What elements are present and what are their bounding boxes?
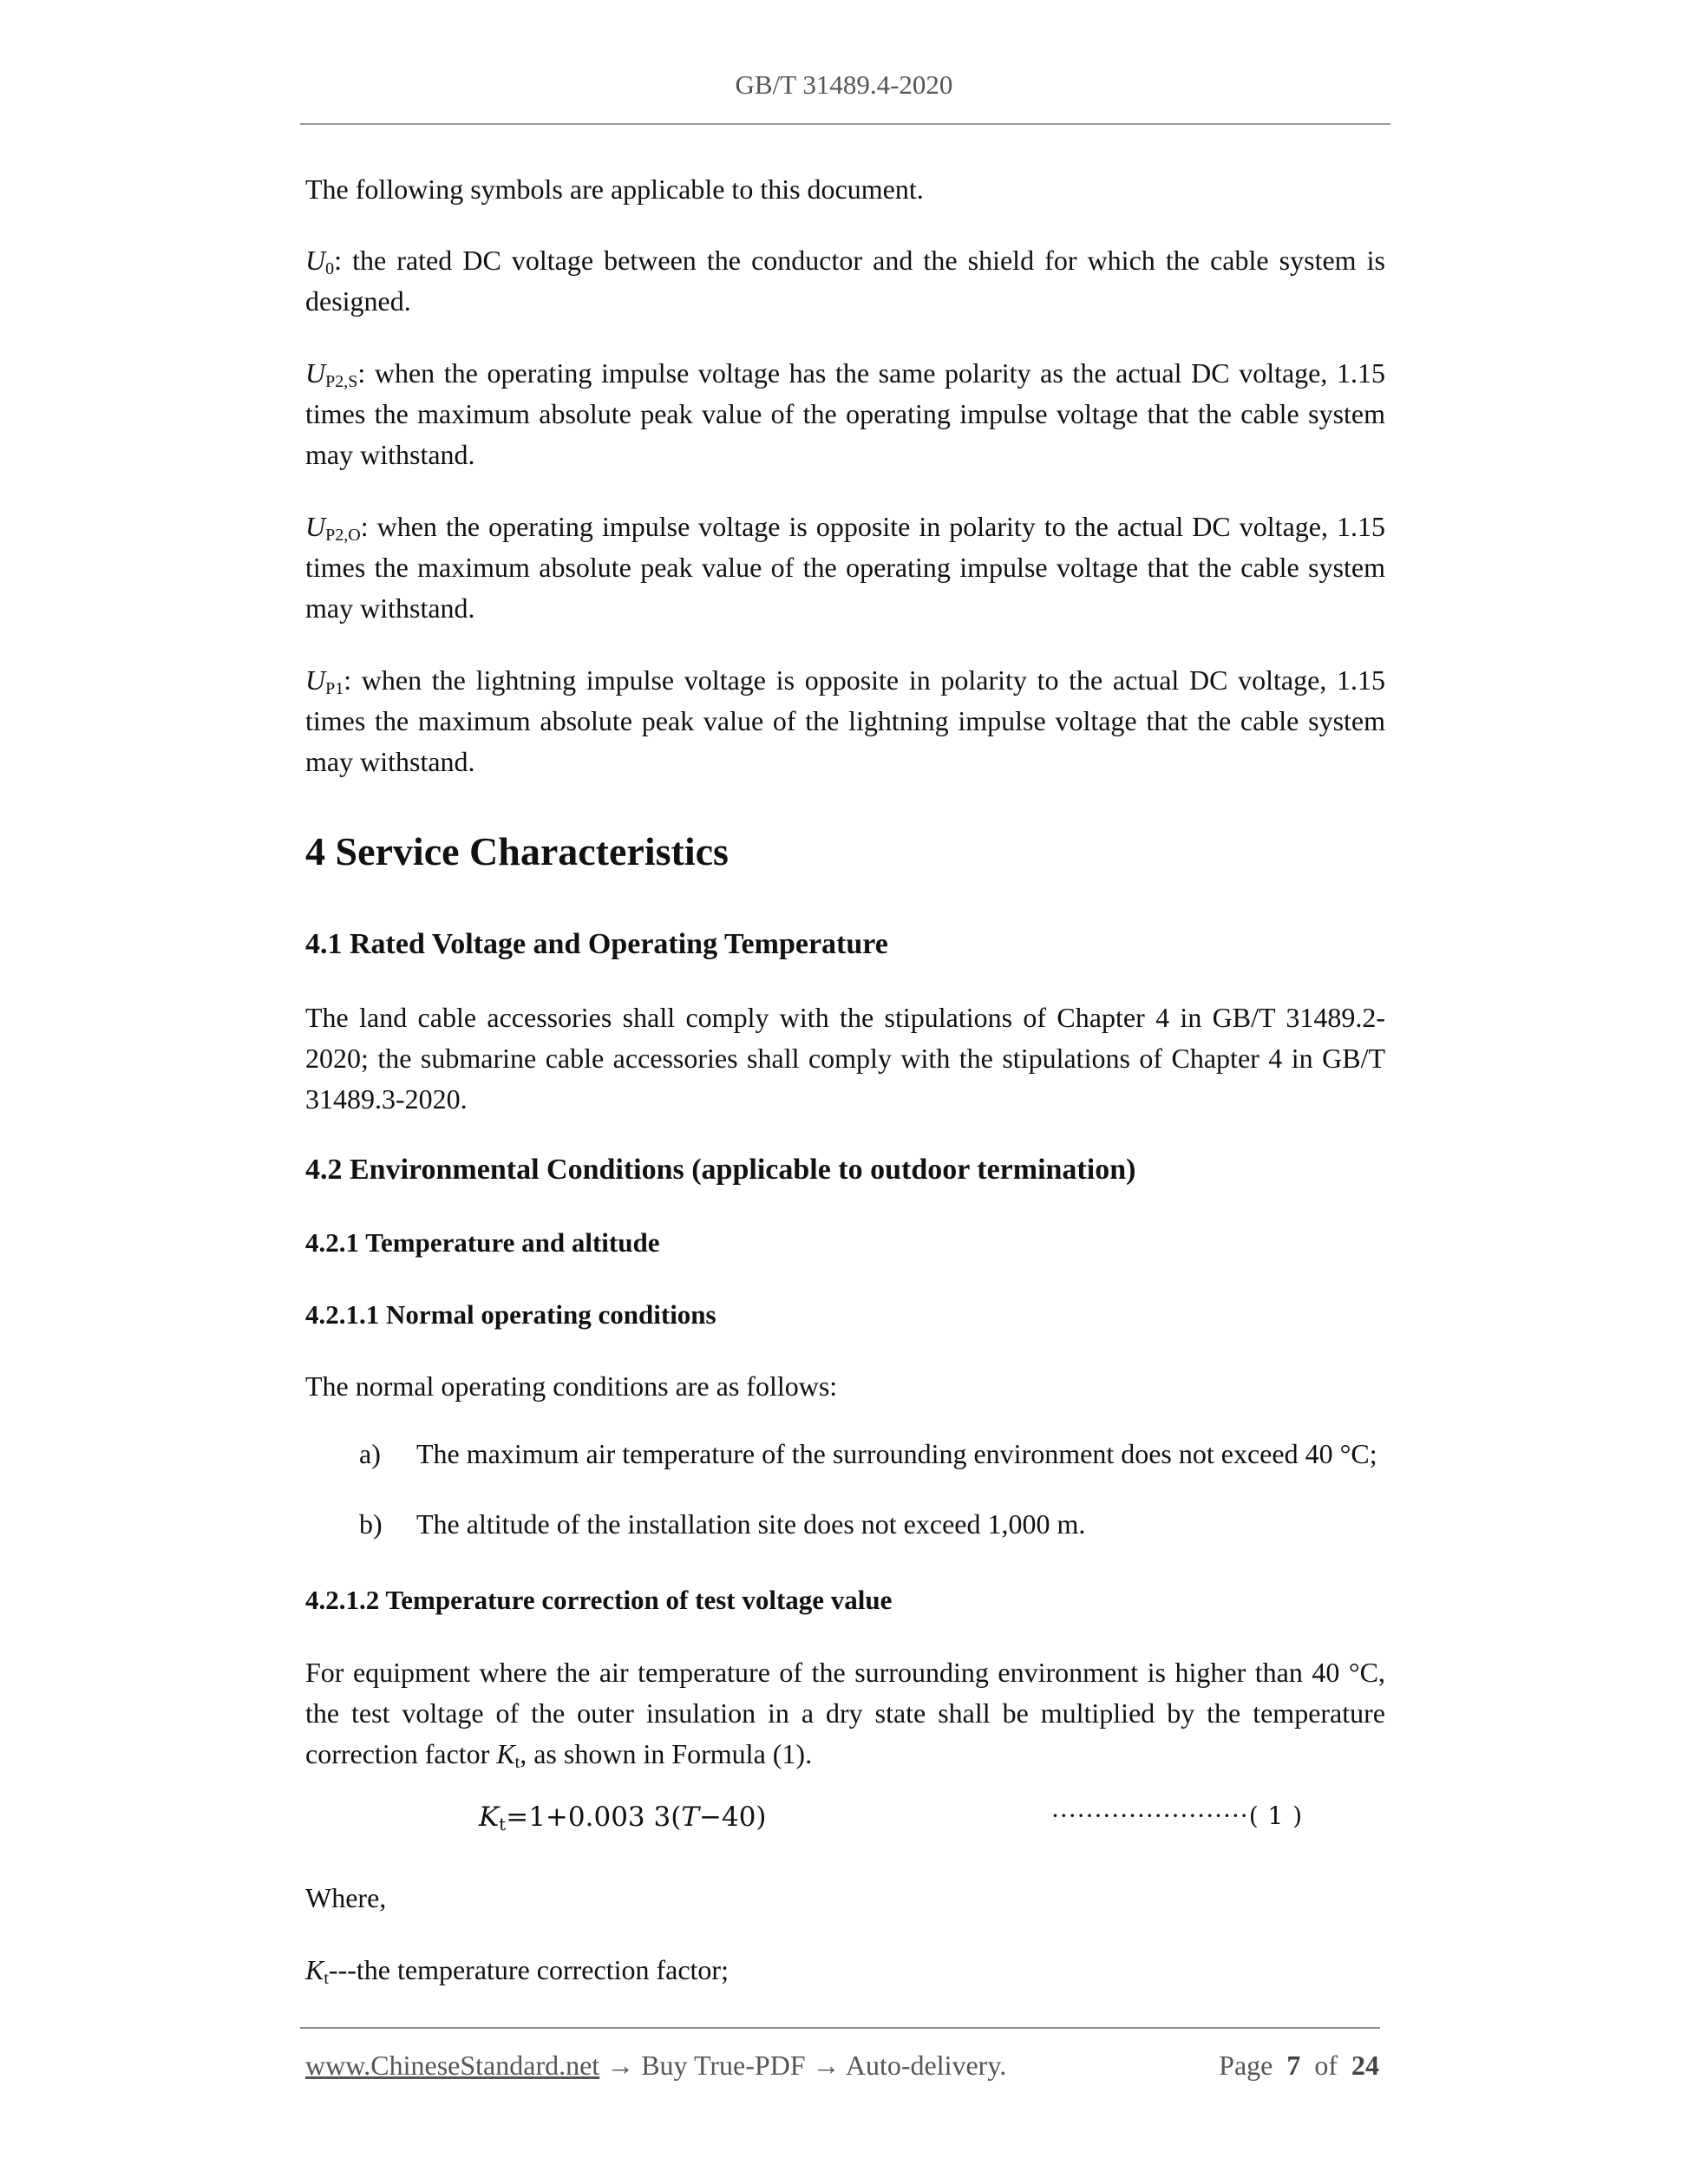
chinesestandard-link[interactable]: www.ChineseStandard.net — [305, 2050, 600, 2081]
list-marker: a) — [359, 1438, 381, 1469]
symbol-up1: $U_{P1}$: when the lightning impulse voltage is opposite in polarity to the actual DC voltage, 1.15 times the maximum absolute peak value of the lightning impulse voltage that the cable system may withstand. — [305, 664, 1385, 777]
header-divider — [300, 123, 1390, 125]
list-item-b — [305, 1508, 1385, 1540]
list-item-a — [305, 1438, 1385, 1470]
list-text: The altitude of the installation site does not exceed 1,000 m. — [416, 1508, 1086, 1540]
section-4-2-1-title: 4.2.1 Temperature and altitude — [305, 1227, 660, 1258]
where-label: Where, — [305, 1882, 387, 1913]
list-marker: b) — [359, 1508, 383, 1540]
arrow-right-icon: → — [606, 2050, 635, 2081]
section-4-2-1-2-title: 4.2.1.2 Temperature correction of test voltage value — [305, 1585, 893, 1615]
page-footer — [305, 2050, 1379, 2082]
formula-number: ·······················( 1 ) — [1051, 1801, 1304, 1830]
section-4-2-title: 4.2 Environmental Conditions (applicable to outdoor termination) — [305, 1154, 1136, 1186]
section-4-title: 4 Service Characteristics — [305, 829, 729, 873]
footer-divider — [300, 2027, 1380, 2029]
symbols-intro: The following symbols are applicable to this document. — [305, 173, 924, 205]
page-indicator: Page 7 of 24 — [1219, 2050, 1379, 2081]
arrow-right-icon: → — [812, 2050, 841, 2081]
section-4-1-title: 4.1 Rated Voltage and Operating Temperature — [305, 928, 888, 960]
symbol-u0: $U_0$: the rated DC voltage between the conductor and the shield for which the cable system is designed. — [305, 245, 1385, 317]
symbol-label: $U_{P2,S}$ — [305, 357, 358, 391]
section-4-1-body: The land cable accessories shall comply with the stipulations of Chapter 4 in GB/T 31489.2-2020; the submarine cable accessories shall comply with the stipulations of Chapter 4 in GB/T 31489.3-2020. — [305, 1002, 1385, 1115]
auto-delivery-text: Auto-delivery. — [845, 2050, 1007, 2081]
symbol-label: $U_{P1}$ — [305, 664, 344, 698]
operating-conditions-intro: The normal operating conditions are as follows: — [305, 1370, 838, 1402]
formula-expression: $K_t=1+0.003$ 3(T−40) — [479, 1801, 767, 1834]
definition-kt: $K_t--$-the temperature correction factor; — [305, 1954, 729, 1988]
section-4-2-1-2-body: For equipment where the air temperature of the surrounding environment is higher than 40 °C, the test voltage of the outer insulation in a dry state shall be multiplied by the temperature correction factor $K_t$, as shown in Formula (1). — [305, 1657, 1385, 1772]
section-4-2-1-1-title: 4.2.1.1 Normal operating conditions — [305, 1299, 716, 1330]
buy-pdf-text: Buy True-PDF — [641, 2050, 806, 2081]
symbol-up2o: $U_{P2,O}$: when the operating impulse voltage is opposite in polarity to the actual DC voltage, 1.15 times the maximum absolute peak value of the operating impulse voltage that the cable system may withstand. — [305, 511, 1385, 624]
symbol-label: $U_0$ — [305, 245, 335, 278]
list-text: The maximum air temperature of the surrounding environment does not exceed 40 °C; — [416, 1438, 1377, 1469]
page-header: GB/T 31489.4-2020 — [735, 69, 953, 100]
symbol-label: $U_{P2,O}$ — [305, 511, 361, 545]
symbol-up2s: $U_{P2,S}$: when the operating impulse voltage has the same polarity as the actual DC voltage, 1.15 times the maximum absolute peak value of the operating impulse voltage that the cable system may withstand. — [305, 357, 1385, 470]
